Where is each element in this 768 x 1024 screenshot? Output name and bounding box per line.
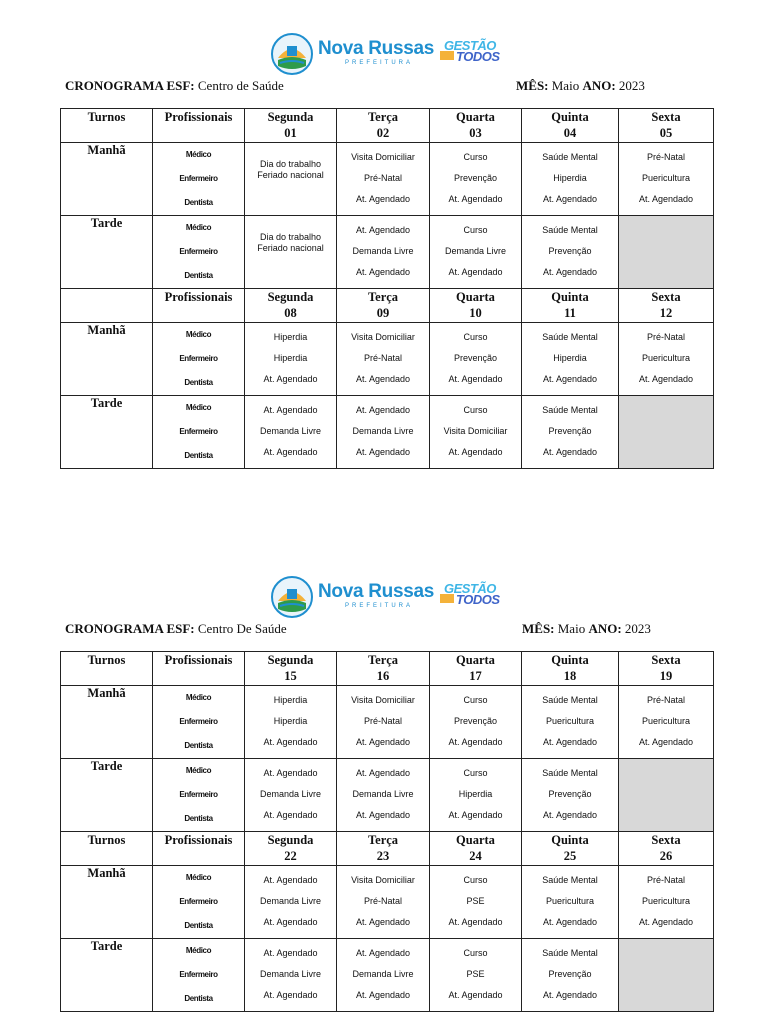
day-name: Segunda: [267, 833, 314, 847]
logo: [270, 575, 510, 619]
professional-name: Enfermeiro: [179, 717, 218, 726]
turnos-header: Turnos: [61, 109, 153, 143]
day-date: 09: [376, 306, 390, 320]
day-name: Segunda: [267, 653, 314, 667]
day-date: 10: [469, 306, 482, 320]
activity-item: Demanda Livre: [259, 426, 322, 436]
day-name: Terça: [367, 110, 399, 124]
ano-label: ANO:: [588, 621, 622, 636]
day-name: Quinta: [551, 833, 589, 847]
activity-item: At. Agendado: [355, 194, 411, 204]
activity-item: At. Agendado: [448, 447, 503, 457]
professional-name: Médico: [185, 873, 212, 882]
activity-item: Curso: [463, 695, 488, 705]
ano-label: ANO:: [582, 78, 616, 93]
profissionais-header: Profissionais: [153, 289, 245, 323]
mes-label: MÊS:: [522, 621, 555, 636]
activity-cell: [619, 866, 714, 939]
day-header: [522, 832, 619, 866]
day-date: 08: [284, 306, 297, 320]
activity-item: At. Agendado: [355, 990, 411, 1000]
day-header: [619, 652, 714, 686]
activity-item: Prevenção: [548, 969, 592, 979]
shift-label: Manhã: [61, 866, 153, 939]
day-name: Quarta: [456, 290, 495, 304]
activity-item: Saúde Mental: [542, 152, 598, 162]
activity-item: At. Agendado: [638, 737, 694, 747]
activity-cell: [337, 323, 430, 396]
activity-item: Hiperdia: [458, 789, 493, 799]
day-header: [337, 109, 430, 143]
activity-item: At. Agendado: [542, 267, 598, 277]
activity-item: At. Agendado: [263, 990, 318, 1000]
profissionais-header: Profissionais: [153, 109, 245, 143]
gestao-top: GESTÃO: [444, 38, 496, 53]
activity-item: At. Agendado: [355, 948, 411, 958]
professionals-cell: [153, 143, 245, 216]
day-header: [337, 289, 430, 323]
shift-label: Manhã: [61, 143, 153, 216]
professional-name: Médico: [185, 330, 212, 339]
activity-cell: [522, 396, 619, 469]
day-date: 12: [659, 306, 673, 320]
activity-cell: [522, 143, 619, 216]
professional-name: Enfermeiro: [179, 174, 218, 183]
day-name: Sexta: [651, 653, 681, 667]
day-name: Quarta: [456, 653, 495, 667]
activity-cell: [337, 216, 430, 289]
activity-item: Saúde Mental: [542, 332, 598, 342]
activity-item: Hiperdia: [273, 353, 308, 363]
professionals-cell: [153, 866, 245, 939]
activity-item: At. Agendado: [448, 990, 503, 1000]
activity-item: Demanda Livre: [352, 426, 414, 436]
day-header: [245, 652, 337, 686]
activity-cell: [245, 759, 337, 832]
day-date: 24: [469, 849, 482, 863]
professional-name: Médico: [185, 693, 212, 702]
unit-name: Centro de Saúde: [197, 78, 284, 93]
activity-item: Hiperdia: [553, 173, 587, 183]
activity-cell: [619, 686, 714, 759]
activity-item: Saúde Mental: [542, 405, 598, 415]
activity-item: Puericultura: [641, 716, 691, 726]
activity-item: At. Agendado: [542, 374, 598, 384]
activity-cell: [245, 323, 337, 396]
professional-name: Dentista: [184, 271, 213, 280]
day-header: [337, 832, 430, 866]
mes-value: Maio: [551, 78, 580, 93]
activity-item: Pré-Natal: [363, 353, 402, 363]
day-header: [245, 109, 337, 143]
activity-item: Curso: [463, 948, 488, 958]
activity-item: Saúde Mental: [542, 948, 598, 958]
professional-name: Dentista: [184, 994, 213, 1003]
activity-cell: [337, 143, 430, 216]
activity-item: Dia do trabalho: [259, 232, 322, 242]
activity-cell: [522, 323, 619, 396]
day-name: Terça: [367, 833, 399, 847]
day-header: [522, 109, 619, 143]
shift-label: Manhã: [61, 323, 153, 396]
activity-item: Pré-Natal: [646, 332, 685, 342]
professional-name: Enfermeiro: [179, 970, 218, 979]
activity-item: Prevenção: [548, 789, 592, 799]
shift-row-manha: [61, 143, 714, 216]
header-row: [61, 832, 714, 866]
activity-item: At. Agendado: [263, 768, 318, 778]
activity-item: Visita Domiciliar: [443, 426, 508, 436]
professional-name: Médico: [185, 766, 212, 775]
shift-row-manha: [61, 686, 714, 759]
turnos-header: Turnos: [61, 652, 153, 686]
activity-item: Prevenção: [548, 246, 592, 256]
professional-name: Dentista: [184, 741, 213, 750]
activity-item: At. Agendado: [355, 447, 411, 457]
day-date: 25: [563, 849, 577, 863]
day-name: Terça: [367, 290, 399, 304]
gestao-logo: [440, 38, 506, 68]
profissionais-header: Profissionais: [153, 652, 245, 686]
ano-value: 2023: [618, 78, 645, 93]
day-name: Segunda: [267, 110, 314, 124]
activity-cell: [619, 939, 714, 1012]
month-year: [522, 621, 651, 637]
activity-item: Saúde Mental: [542, 768, 598, 778]
activity-item: At. Agendado: [638, 374, 694, 384]
shift-row-tarde: [61, 759, 714, 832]
activity-item: At. Agendado: [448, 917, 503, 927]
activity-item: Demanda Livre: [444, 246, 507, 256]
day-name: Segunda: [267, 290, 314, 304]
professionals-cell: [153, 686, 245, 759]
day-header: [430, 832, 522, 866]
day-date: 18: [563, 669, 577, 683]
activity-item: Dia do trabalho: [259, 159, 322, 169]
unit-name: Centro De Saúde: [197, 621, 287, 636]
shift-label: Tarde: [61, 216, 153, 289]
nova-russas-crest-icon: [270, 32, 314, 76]
activity-cell: [522, 866, 619, 939]
month-year: [516, 78, 645, 94]
activity-cell: [430, 396, 522, 469]
professional-name: Enfermeiro: [179, 427, 218, 436]
turnos-header: Turnos: [61, 832, 153, 866]
activity-cell: [619, 143, 714, 216]
professionals-cell: [153, 323, 245, 396]
shift-label: Tarde: [61, 939, 153, 1012]
turnos-header: [61, 289, 153, 323]
activity-item: At. Agendado: [448, 374, 503, 384]
activity-cell: [337, 939, 430, 1012]
professional-name: Dentista: [184, 198, 213, 207]
day-header: [522, 652, 619, 686]
activity-item: Puericultura: [545, 896, 595, 906]
brand-subtitle: PREFEITURA: [345, 603, 414, 609]
day-date: 26: [659, 849, 673, 863]
activity-item: Prevenção: [453, 173, 498, 183]
day-name: Sexta: [651, 290, 681, 304]
nova-russas-crest-icon: [270, 575, 314, 619]
professional-name: Enfermeiro: [179, 790, 218, 799]
activity-item: Pré-Natal: [363, 173, 402, 183]
day-date: 03: [469, 126, 482, 140]
activity-cell: [430, 759, 522, 832]
professional-name: Dentista: [184, 814, 213, 823]
activity-item: Demanda Livre: [352, 246, 414, 256]
activity-item: Puericultura: [545, 716, 595, 726]
day-date: 04: [563, 126, 577, 140]
day-date: 17: [469, 669, 482, 683]
shift-row-tarde: [61, 216, 714, 289]
professionals-cell: [153, 396, 245, 469]
day-header: [245, 832, 337, 866]
shift-row-tarde: [61, 396, 714, 469]
brand-subtitle: PREFEITURA: [345, 60, 414, 66]
activity-item: At. Agendado: [355, 267, 411, 277]
day-date: 02: [376, 126, 390, 140]
activity-item: At. Agendado: [638, 194, 694, 204]
activity-item: At. Agendado: [448, 737, 503, 747]
activity-item: Saúde Mental: [542, 875, 598, 885]
day-header: [337, 652, 430, 686]
shift-row-manha: [61, 866, 714, 939]
shift-row-tarde: [61, 939, 714, 1012]
activity-item: At. Agendado: [263, 405, 318, 415]
day-header: [430, 289, 522, 323]
activity-cell: [522, 759, 619, 832]
activity-item: At. Agendado: [355, 768, 411, 778]
shift-label: Tarde: [61, 396, 153, 469]
activity-item: At. Agendado: [542, 737, 598, 747]
gestao-bottom: TODOS: [456, 592, 500, 607]
day-header: [619, 109, 714, 143]
activity-item: Puericultura: [641, 353, 691, 363]
professional-name: Médico: [185, 150, 212, 159]
professional-name: Médico: [185, 946, 212, 955]
day-name: Quinta: [551, 290, 589, 304]
activity-cell: [430, 216, 522, 289]
activity-item: At. Agendado: [355, 917, 411, 927]
professionals-cell: [153, 939, 245, 1012]
activity-item: At. Agendado: [542, 194, 598, 204]
professionals-cell: [153, 216, 245, 289]
day-date: 11: [564, 306, 576, 320]
activity-item: Visita Domiciliar: [351, 152, 415, 162]
cronograma-label: CRONOGRAMA ESF:: [65, 621, 195, 636]
activity-cell: [430, 143, 522, 216]
activity-item: Demanda Livre: [352, 969, 414, 979]
day-name: Quinta: [551, 653, 589, 667]
activity-item: Visita Domiciliar: [351, 695, 415, 705]
activity-item: Pré-Natal: [363, 896, 402, 906]
gestao-top: GESTÃO: [444, 581, 496, 596]
activity-cell: [619, 323, 714, 396]
activity-item: At. Agendado: [263, 875, 318, 885]
activity-cell: [245, 939, 337, 1012]
day-name: Terça: [367, 653, 399, 667]
day-header: [245, 289, 337, 323]
day-header: [430, 109, 522, 143]
activity-item: Saúde Mental: [542, 695, 598, 705]
activity-item: PSE: [466, 969, 485, 979]
day-name: Sexta: [651, 110, 681, 124]
schedule-title: [65, 621, 287, 637]
day-name: Quarta: [456, 833, 495, 847]
activity-item: At. Agendado: [542, 990, 598, 1000]
activity-item: Prevenção: [548, 426, 592, 436]
day-header: [522, 289, 619, 323]
activity-item: Visita Domiciliar: [351, 332, 415, 342]
activity-item: Prevenção: [453, 353, 498, 363]
activity-item: At. Agendado: [542, 917, 598, 927]
activity-item: Curso: [463, 405, 488, 415]
activity-item: Curso: [463, 768, 488, 778]
professional-name: Enfermeiro: [179, 247, 218, 256]
day-name: Quinta: [551, 110, 589, 124]
activity-cell: [337, 866, 430, 939]
activity-item: Pré-Natal: [646, 875, 685, 885]
activity-cell: [245, 686, 337, 759]
activity-cell: [245, 396, 337, 469]
shift-row-manha: [61, 323, 714, 396]
activity-item: At. Agendado: [448, 810, 503, 820]
professional-name: Enfermeiro: [179, 897, 218, 906]
mes-value: Maio: [557, 621, 586, 636]
activity-item: Curso: [463, 875, 488, 885]
activity-item: At. Agendado: [355, 405, 411, 415]
day-date: 15: [284, 669, 297, 683]
activity-cell: [619, 396, 714, 469]
activity-item: At. Agendado: [355, 810, 411, 820]
professional-name: Dentista: [184, 378, 213, 387]
activity-cell: [430, 686, 522, 759]
activity-item: At. Agendado: [263, 737, 318, 747]
day-header: [619, 832, 714, 866]
activity-item: Demanda Livre: [259, 789, 322, 799]
schedule-table: [60, 108, 714, 469]
day-date: 23: [376, 849, 390, 863]
activity-cell: [337, 759, 430, 832]
activity-item: Hiperdia: [273, 332, 308, 342]
activity-item: At. Agendado: [355, 737, 411, 747]
day-header: [619, 289, 714, 323]
activity-item: Pré-Natal: [646, 152, 685, 162]
day-date: 05: [659, 126, 673, 140]
profissionais-header: Profissionais: [153, 832, 245, 866]
activity-item: At. Agendado: [448, 267, 503, 277]
day-name: Quarta: [456, 110, 495, 124]
activity-cell: [430, 323, 522, 396]
activity-item: At. Agendado: [355, 374, 411, 384]
activity-item: Feriado nacional: [257, 170, 324, 180]
activity-item: Visita Domiciliar: [351, 875, 415, 885]
header-row: [61, 109, 714, 143]
activity-item: At. Agendado: [448, 194, 503, 204]
schedule-title: [65, 78, 284, 94]
activity-item: At. Agendado: [263, 374, 318, 384]
professional-name: Dentista: [184, 921, 213, 930]
professional-name: Enfermeiro: [179, 354, 218, 363]
activity-cell: [245, 216, 337, 289]
activity-item: Puericultura: [641, 896, 691, 906]
activity-item: At. Agendado: [542, 810, 598, 820]
activity-cell: [522, 216, 619, 289]
activity-item: Pré-Natal: [363, 716, 402, 726]
activity-item: Demanda Livre: [352, 789, 414, 799]
mes-label: MÊS:: [516, 78, 549, 93]
cronograma-label: CRONOGRAMA ESF:: [65, 78, 195, 93]
day-name: Sexta: [651, 833, 681, 847]
activity-item: Hiperdia: [273, 716, 308, 726]
logo: [270, 32, 510, 76]
professional-name: Médico: [185, 223, 212, 232]
activity-item: Hiperdia: [273, 695, 308, 705]
activity-cell: [337, 686, 430, 759]
activity-cell: [245, 143, 337, 216]
shift-label: Tarde: [61, 759, 153, 832]
activity-item: Saúde Mental: [542, 225, 598, 235]
activity-item: At. Agendado: [263, 948, 318, 958]
activity-cell: [522, 939, 619, 1012]
activity-item: Puericultura: [641, 173, 691, 183]
activity-item: Curso: [463, 225, 488, 235]
day-date: 22: [284, 849, 297, 863]
header-row: [61, 652, 714, 686]
activity-item: At. Agendado: [638, 917, 694, 927]
activity-cell: [430, 866, 522, 939]
day-date: 19: [659, 669, 673, 683]
header-row: [61, 289, 714, 323]
activity-item: At. Agendado: [263, 447, 318, 457]
day-header: [430, 652, 522, 686]
professional-name: Dentista: [184, 451, 213, 460]
activity-item: At. Agendado: [263, 810, 318, 820]
ano-value: 2023: [624, 621, 651, 636]
brand-name: Nova Russas: [318, 38, 435, 59]
day-date: 01: [284, 126, 297, 140]
activity-item: Demanda Livre: [259, 969, 322, 979]
day-date: 16: [376, 669, 390, 683]
gestao-logo: [440, 581, 506, 611]
shift-label: Manhã: [61, 686, 153, 759]
activity-item: At. Agendado: [263, 917, 318, 927]
activity-cell: [619, 759, 714, 832]
activity-item: At. Agendado: [542, 447, 598, 457]
activity-cell: [337, 396, 430, 469]
activity-item: Feriado nacional: [257, 243, 324, 253]
activity-item: PSE: [466, 896, 485, 906]
activity-item: At. Agendado: [355, 225, 411, 235]
professional-name: Médico: [185, 403, 212, 412]
activity-item: Hiperdia: [553, 353, 587, 363]
activity-item: Pré-Natal: [646, 695, 685, 705]
activity-cell: [430, 939, 522, 1012]
schedule-table: [60, 651, 714, 1012]
activity-item: Prevenção: [453, 716, 498, 726]
gestao-bottom: TODOS: [456, 49, 500, 64]
activity-cell: [619, 216, 714, 289]
activity-cell: [522, 686, 619, 759]
activity-item: Curso: [463, 332, 488, 342]
activity-cell: [245, 866, 337, 939]
activity-item: Curso: [463, 152, 488, 162]
activity-item: Demanda Livre: [259, 896, 322, 906]
professionals-cell: [153, 759, 245, 832]
brand-name: Nova Russas: [318, 581, 435, 602]
